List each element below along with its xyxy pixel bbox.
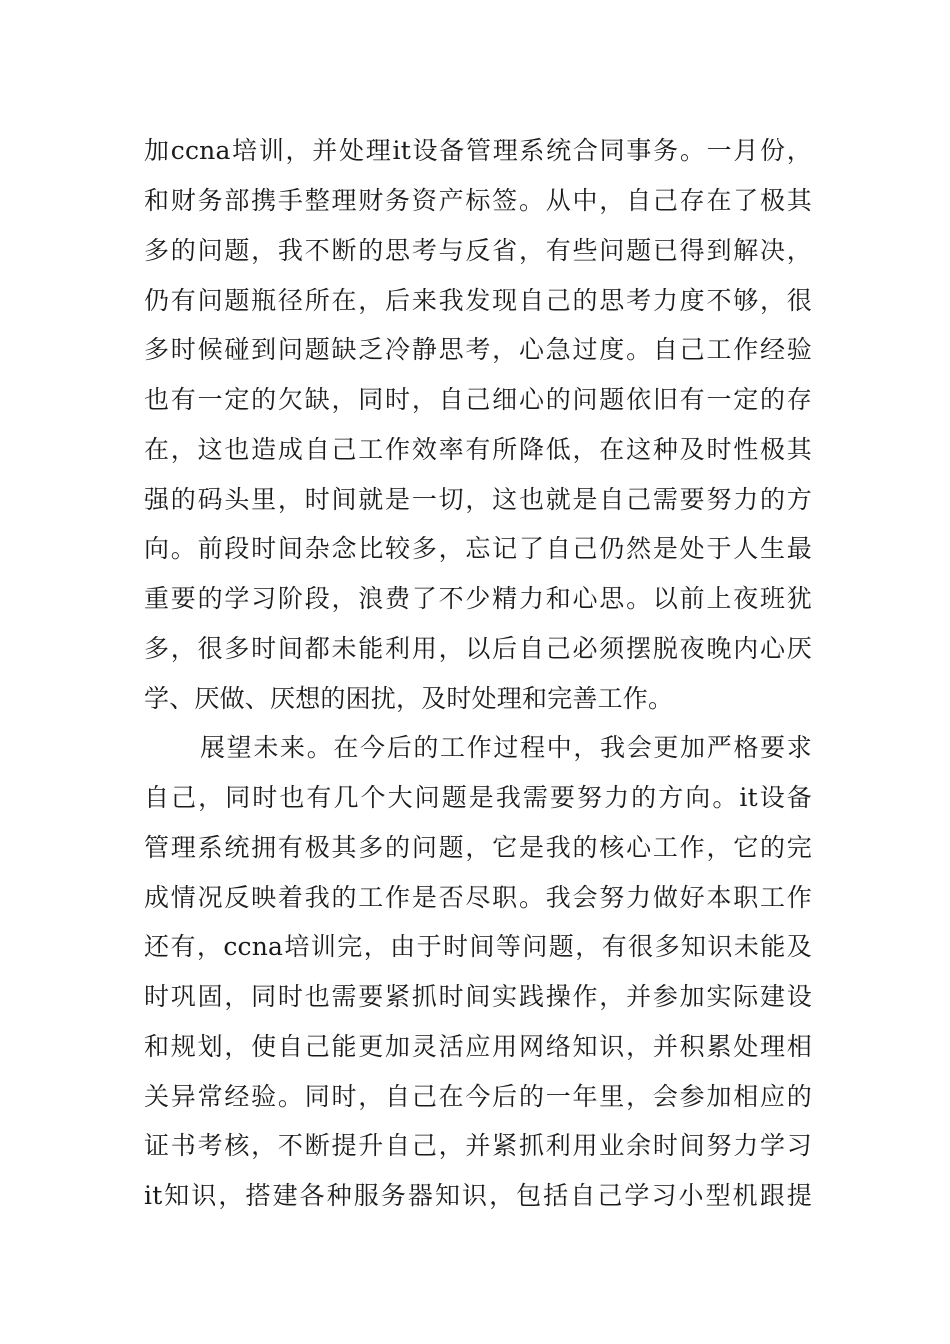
text-line: 和财务部携手整理财务资产标签。从中，自己存在了极其 — [144, 186, 812, 215]
text-line: 多时候碰到问题缺乏冷静思考，心急过度。自己工作经验 — [144, 335, 812, 364]
text-line: 学、厌做、厌想的困扰，及时处理和完善工作。 — [144, 684, 674, 713]
text-line: 证书考核，不断提升自己，并紧抓利用业余时间努力学习 — [144, 1131, 812, 1160]
text-line: 成情况反映着我的工作是否尽职。我会努力做好本职工作 — [144, 883, 812, 912]
text-line: 也有一定的欠缺，同时，自己细心的问题依旧有一定的存 — [144, 385, 812, 414]
text-line: 自己，同时也有几个大问题是我需要努力的方向。it设备 — [144, 783, 812, 812]
text-line: it知识，搭建各种服务器知识，包括自己学习小型机跟提 — [144, 1181, 812, 1210]
text-line: 管理系统拥有极其多的问题，它是我的核心工作，它的完 — [144, 833, 812, 862]
text-line: 多，很多时间都未能利用，以后自己必须摆脱夜晚内心厌 — [144, 634, 812, 663]
text-line: 重要的学习阶段，浪费了不少精力和心思。以前上夜班犹 — [144, 584, 812, 613]
text-line: 加ccna培训，并处理it设备管理系统合同事务。一月份， — [144, 136, 812, 165]
text-line: 多的问题，我不断的思考与反省，有些问题已得到解决， — [144, 236, 812, 265]
text-line: 仍有问题瓶径所在，后来我发现自己的思考力度不够，很 — [144, 286, 812, 315]
text-line: 展望未来。在今后的工作过程中，我会更加严格要求 — [200, 733, 812, 762]
text-line: 还有，ccna培训完，由于时间等问题，有很多知识未能及 — [144, 932, 812, 961]
text-line: 强的码头里，时间就是一切，这也就是自己需要努力的方 — [144, 485, 812, 514]
text-line: 时巩固，同时也需要紧抓时间实践操作，并参加实际建设 — [144, 982, 812, 1011]
text-line: 和规划，使自己能更加灵活应用网络知识，并积累处理相 — [144, 1032, 812, 1061]
text-line: 关异常经验。同时，自己在今后的一年里，会参加相应的 — [144, 1082, 812, 1111]
text-line: 在，这也造成自己工作效率有所降低，在这种及时性极其 — [144, 435, 812, 464]
text-line: 向。前段时间杂念比较多，忘记了自己仍然是处于人生最 — [144, 534, 812, 563]
